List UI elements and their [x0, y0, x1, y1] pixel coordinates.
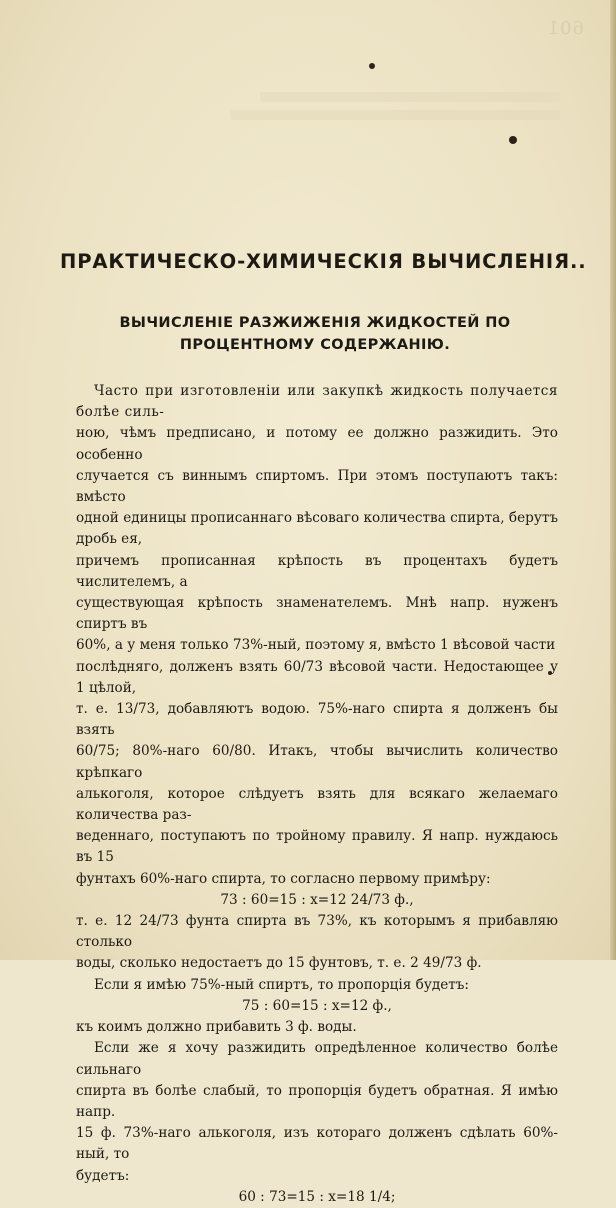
text-line: 60%, а у меня только 73%-ный, поэтому я, вмѣсто 1 вѣсовой части [76, 637, 556, 654]
section-heading: ВЫЧИСЛЕНІЕ РАЗЖИЖЕНІЯ ЖИДКОСТЕЙ ПО ПРОЦЕНТНОМУ СОДЕРЖАНІЮ. [119, 315, 511, 353]
text-line: будетъ: [76, 1167, 130, 1184]
text-line: послѣдняго, долженъ взять 60/73 вѣсовой части. Недостающее у 1 цѣлой, [76, 658, 558, 696]
text-line: Если я имѣю 75%-ный спиртъ, то пропорція будетъ: [94, 976, 470, 993]
text-line: т. е. 13/73, добавляютъ водою. 75%-наго спирта я долженъ бы взять [76, 701, 558, 739]
bleed-through-line [260, 92, 560, 102]
text-line: Часто при изготовленіи или закупкѣ жидкость получается болѣе силь- [76, 383, 558, 421]
text-line: ною, чѣмъ предписано, и потому ее должно разжидить. Это особенно [76, 425, 558, 463]
text-line: спирта въ болѣе слабый, то пропорція будетъ обратная. Я имѣю напр. [76, 1082, 558, 1120]
text-line: воды, сколько недостаетъ до 15 фунтовъ, т. е. 2 49/73 ф. [76, 955, 482, 972]
page-number-bleed: 601 [546, 18, 584, 39]
text-line: 15 ф. 73%-наго алькоголя, изъ котораго долженъ сдѣлать 60%-ный, то [76, 1125, 558, 1163]
page-edge [610, 0, 616, 960]
equation: 73 : 60=15 : x=12 24/73 ф., [220, 891, 414, 908]
body-text [76, 381, 558, 1208]
ink-spot [509, 136, 517, 144]
ink-spot [369, 63, 375, 69]
text-line: веденнаго, поступаютъ по тройному правилу. Я напр. нуждаюсь въ 15 [76, 828, 558, 866]
equation: 75 : 60=15 : x=12 ф., [242, 997, 392, 1014]
text-line: существующая крѣпость знаменателемъ. Мнѣ напр. нуженъ спиртъ въ [76, 595, 558, 633]
text-line: къ коимъ должно прибавить 3 ф. воды. [76, 1019, 357, 1036]
text-line: алькоголя, которое слѣдуетъ взять для всякаго желаемаго количества раз- [76, 785, 558, 824]
equation: 60 : 73=15 : x=18 1/4; [238, 1188, 396, 1205]
text-line: одной единицы прописаннаго вѣсоваго количества спирта, берутъ дробь ея, [76, 510, 558, 548]
text-line: 60/75; 80%-наго 60/80. Итакъ, чтобы вычислить количество крѣпкаго [76, 743, 558, 781]
text-line: т. е. 12 24/73 фунта спирта въ 73%, къ которымъ я прибавляю столько [76, 913, 558, 951]
bleed-through-line [230, 110, 560, 120]
text-line: случается съ виннымъ спиртомъ. При этомъ поступаютъ такъ: вмѣсто [76, 467, 558, 506]
chapter-title: ПРАКТИЧЕСКО-ХИМИЧЕСКІЯ ВЫЧИСЛЕНІЯ.. [60, 250, 587, 273]
text-line: Если же я хочу разжидить опредѣленное количество болѣе сильнаго [76, 1040, 558, 1078]
text-line: фунтахъ 60%-наго спирта, то согласно первому примѣру: [76, 870, 491, 887]
text-line: причемъ прописанная крѣпость въ процентахъ будетъ числителемъ, а [76, 552, 558, 590]
